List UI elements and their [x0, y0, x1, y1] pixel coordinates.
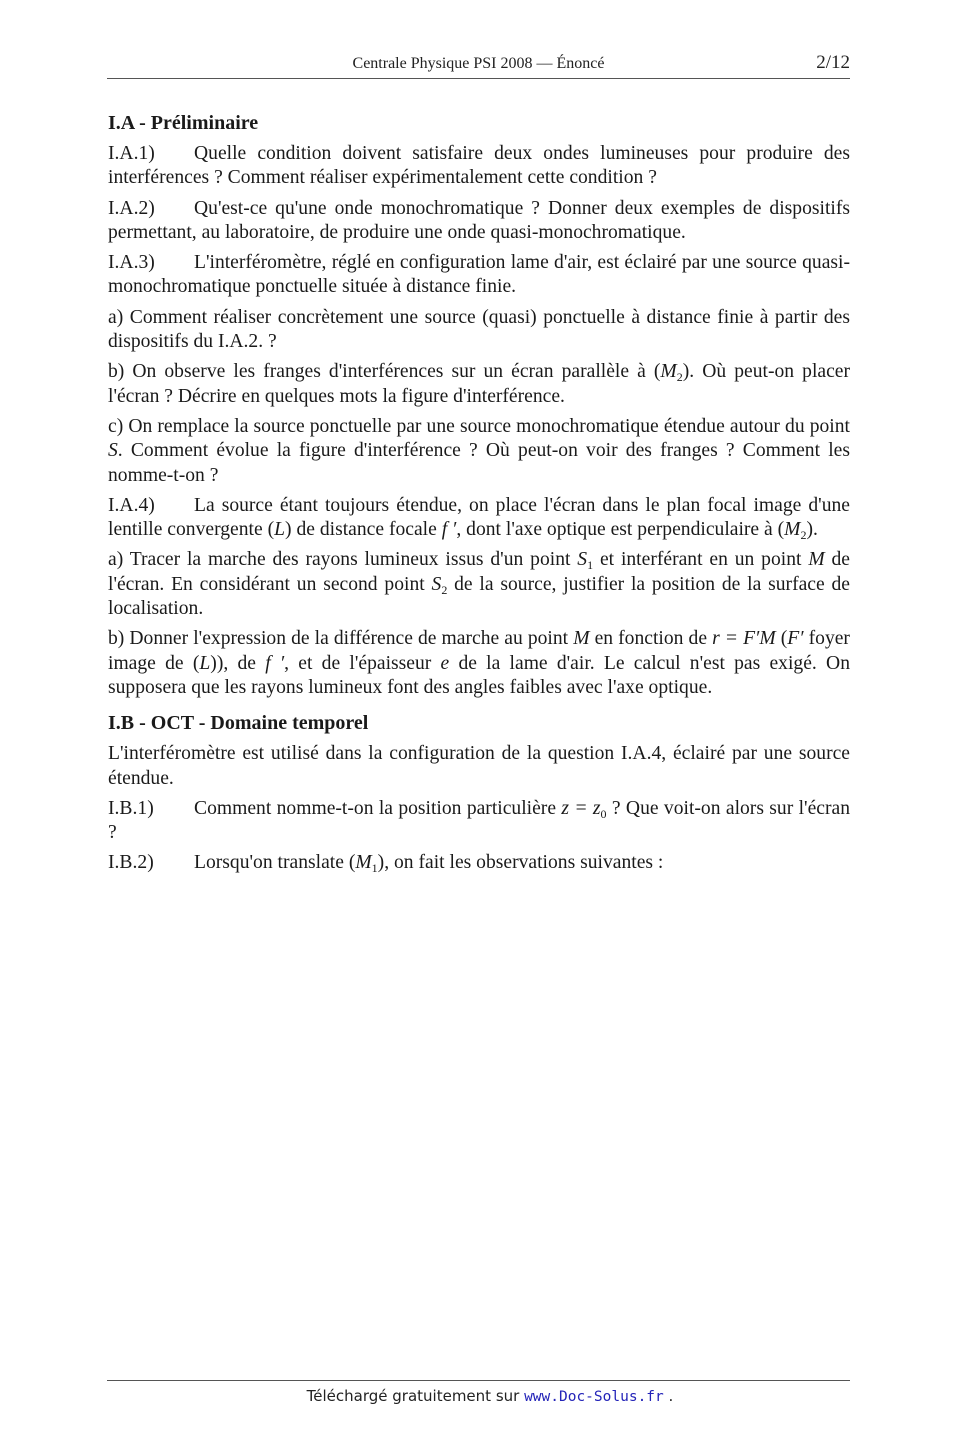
question-number: I.A.2)	[108, 197, 155, 219]
doc-solus-link[interactable]: www.Doc-Solus.fr	[524, 1389, 664, 1405]
page-footer: Téléchargé gratuitement sur www.Doc-Solus.fr .	[306, 1387, 674, 1405]
question-IA4a: a) Tracer la marche des rayons lumineux issus d'un point $S_1$ et interférant en un point M de l'écran. En considérant un second point $S_2$ de la source, justifier la position de la surface de localisation.	[108, 549, 850, 620]
document-body	[108, 110, 850, 882]
page-header	[107, 52, 850, 79]
section-intro-IB: L'interféromètre est utilisé dans la configuration de la question I.A.4, éclairé par une source étendue.	[108, 743, 850, 789]
document-title: Centrale Physique PSI 2008 — Énoncé	[352, 55, 605, 72]
question-number: I.A.4)	[108, 494, 155, 516]
question-number: I.B.2)	[108, 852, 154, 874]
section-heading-IB: I.B - OCT - Domaine temporel	[108, 712, 369, 735]
question-IA3c: c) On remplace la source ponctuelle par une source monochromatique étendue autour du point S. Comment évolue la figure d'interférence ? Où peut-on voir des franges ? Comment les nomme-t-on ?	[108, 415, 850, 486]
question-number: I.A.3)	[108, 252, 155, 274]
question-IB2: I.B.2) Lorsqu'on translate $(M_1)$, on fait les observations suivantes :	[108, 852, 664, 876]
question-number: I.A.1)	[108, 143, 155, 164]
question-IB1: I.B.1) Comment nomme-t-on la position particulière $z = z_0$ ? Que voit-on alors sur l'écran ?	[108, 797, 850, 844]
page-number: 2/12	[816, 52, 850, 73]
question-IA3b: b) On observe les franges d'interférences sur un écran parallèle à $(M_2)$. Où peut-on placer l'écran ? Décrire en quelques mots la figure d'interférence.	[108, 361, 851, 407]
section-heading-IA: I.A - Préliminaire	[108, 112, 259, 134]
question-IA3a: a) Comment réaliser concrètement une source (quasi) ponctuelle à distance finie à partir des dispositifs du I.A.2. ?	[108, 306, 850, 353]
question-IA2: I.A.2) Qu'est-ce qu'une onde monochromatique ? Donner deux exemples de dispositifs permettant, au laboratoire, de produire une onde quasi-monochromatique.	[108, 197, 850, 243]
question-IA4b: b) Donner l'expression de la différence de marche au point M en fonction de r = F′M (F′ foyer image de (L)), de f ′, et de l'épaisseur e de la lame d'air. Le calcul n'est pas exigé. On supposera que les rayons lumineux font des angles faibles avec l'axe optique.	[108, 628, 850, 698]
question-IA1: I.A.1) Quelle condition doivent satisfaire deux ondes lumineuses pour produire des interférences ? Comment réaliser expérimentalement cette condition ?	[108, 143, 850, 189]
question-IA3: I.A.3) L'interféromètre, réglé en configuration lame d'air, est éclairé par une source quasi-monochromatique ponctuelle située à distance finie.	[108, 252, 850, 298]
question-number: I.B.1)	[108, 797, 154, 819]
footer-divider	[107, 1380, 850, 1381]
question-IA4: I.A.4) La source étant toujours étendue, on place l'écran dans le plan focal image d'une lentille convergente (L) de distance focale f ′, dont l'axe optique est perpendiculaire à $(M_2)$.	[108, 494, 850, 543]
